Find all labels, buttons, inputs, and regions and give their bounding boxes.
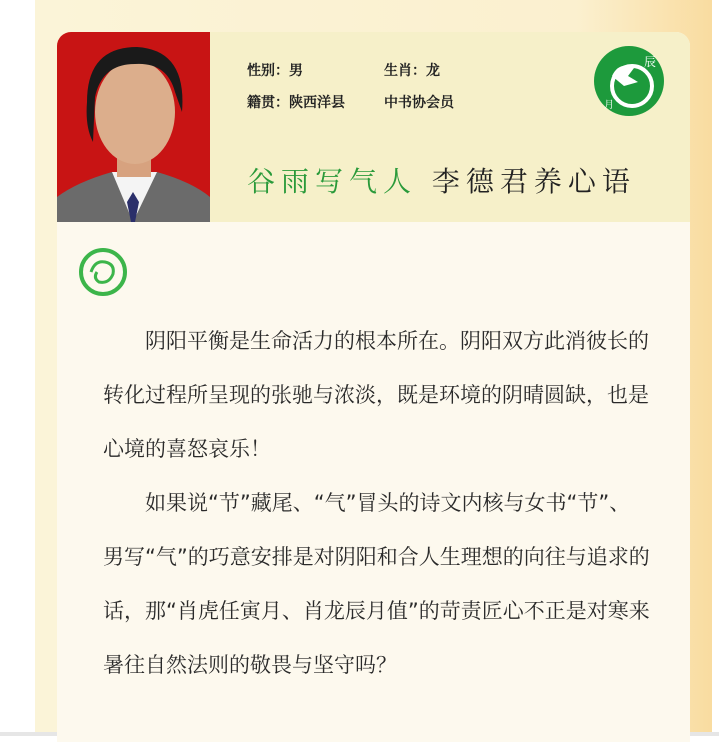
profile-card <box>57 32 690 742</box>
page-title <box>247 160 636 200</box>
dragon-seal-icon <box>79 248 127 296</box>
dragon-badge-icon <box>594 46 664 116</box>
title-green: 谷雨写气人 <box>247 165 418 198</box>
paragraph: 如果说“节”藏尾、“气”冒头的诗文内核与女书“节”、男写“气”的巧意安排是对阴阳和合人生理想的向往与追求的话，那“肖虎任寅月、肖龙辰月值”的苛责匠心不正是对寒来暑往自然法则的敬畏与坚守吗？ <box>103 491 650 677</box>
svg-text:辰: 辰 <box>644 55 657 69</box>
membership-field: 中书协会员 <box>384 95 454 111</box>
svg-text:月: 月 <box>604 100 614 111</box>
portrait-photo <box>57 32 210 222</box>
article-body <box>103 314 651 692</box>
gender-field: 性别：男 <box>247 63 303 79</box>
hometown-field: 籍贯：陕西洋县 <box>247 95 345 111</box>
card-header <box>57 32 690 222</box>
zodiac-field: 生肖：龙 <box>384 63 440 79</box>
title-black: 李德君养心语 <box>431 165 636 198</box>
paragraph: 阴阳平衡是生命活力的根本所在。阴阳双方此消彼长的转化过程所呈现的张驰与浓淡，既是环境的阴晴圆缺，也是心境的喜怒哀乐！ <box>103 329 649 461</box>
